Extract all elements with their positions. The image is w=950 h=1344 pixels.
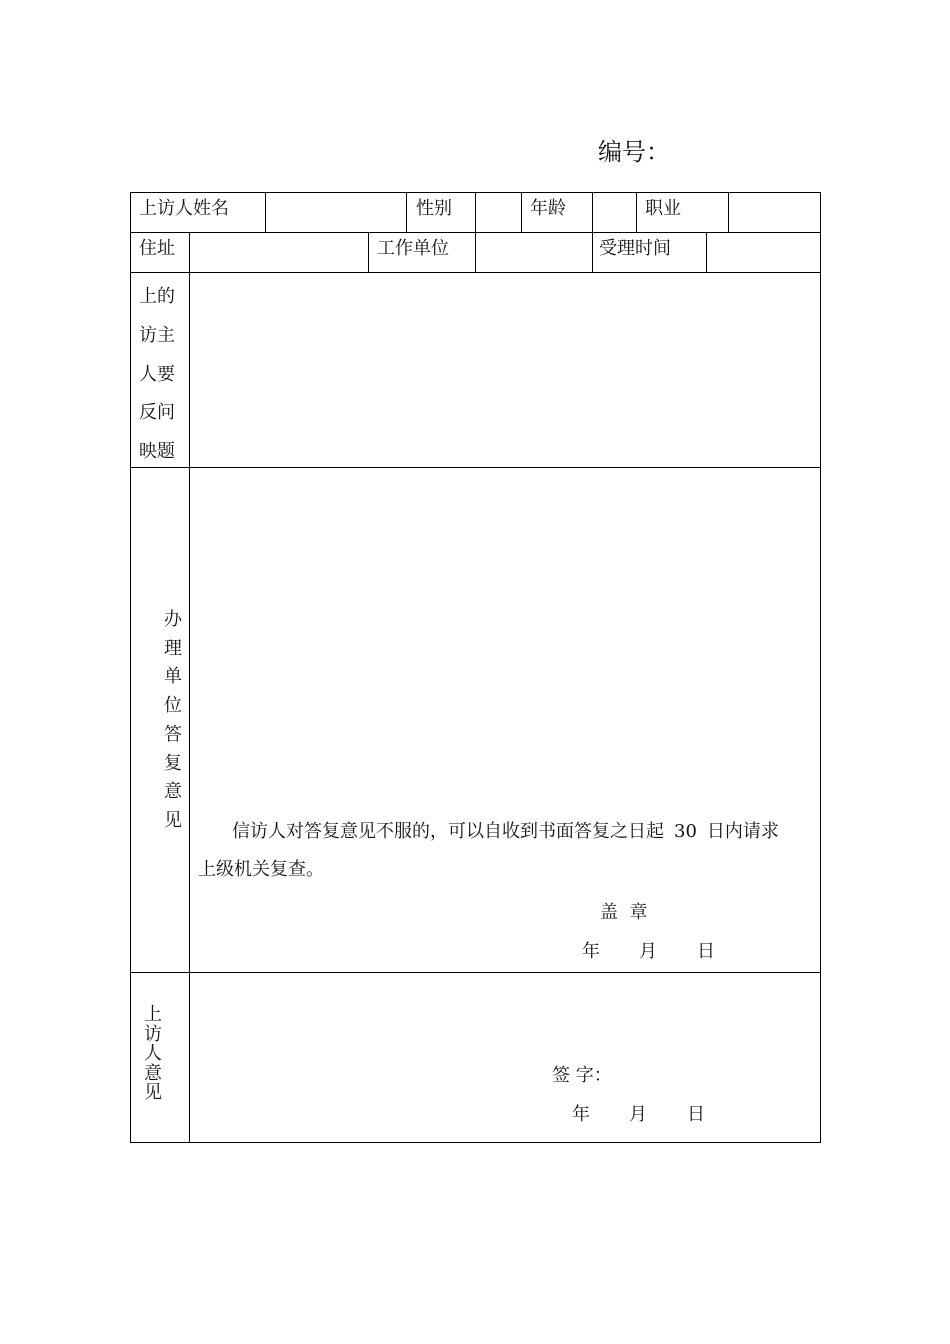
handling-reply-field[interactable] [190, 468, 819, 808]
petitioner-name-label: 上访人姓名 [139, 198, 229, 219]
gender-field[interactable] [476, 193, 520, 231]
main-issue-field[interactable] [190, 273, 819, 466]
review-notice: 信访人对答复意见不服的，可以自收到书面答复之日起 30 日内请求 上级机关复查。 [198, 821, 779, 880]
petitioner-date-year: 年 [572, 1104, 590, 1125]
accept-time-field[interactable] [707, 233, 819, 271]
workplace-field[interactable] [476, 233, 591, 271]
reply-date-day: 日 [697, 941, 715, 962]
petitioner-opinion-field[interactable] [190, 973, 819, 1063]
serial-number-label: 编号： [598, 138, 670, 166]
accept-time-label: 受理时间 [599, 238, 671, 259]
occupation-field[interactable] [729, 193, 819, 231]
reply-date-month: 月 [639, 941, 657, 962]
petitioner-opinion-label: 上 访 人 意 见 [144, 1004, 162, 1103]
occupation-label: 职业 [645, 198, 681, 219]
petitioner-name-field[interactable] [266, 193, 405, 231]
signature-field[interactable] [620, 1062, 740, 1090]
handling-unit-reply-label: 办 理 单 位 答 复 意 见 [164, 609, 182, 831]
age-field[interactable] [593, 193, 635, 231]
seal-label: 盖 章 [600, 902, 648, 923]
petitioner-date-month: 月 [629, 1104, 647, 1125]
address-field[interactable] [190, 233, 367, 271]
petitioner-date-day: 日 [687, 1104, 705, 1125]
main-issue-label: 上的 访主 人要 反问 映题 [139, 286, 175, 463]
signature-label: 签 字： [552, 1065, 612, 1086]
age-label: 年龄 [530, 198, 566, 219]
reply-date-year: 年 [582, 941, 600, 962]
workplace-label: 工作单位 [377, 238, 449, 259]
address-label: 住址 [139, 238, 175, 259]
gender-label: 性别 [416, 198, 452, 219]
